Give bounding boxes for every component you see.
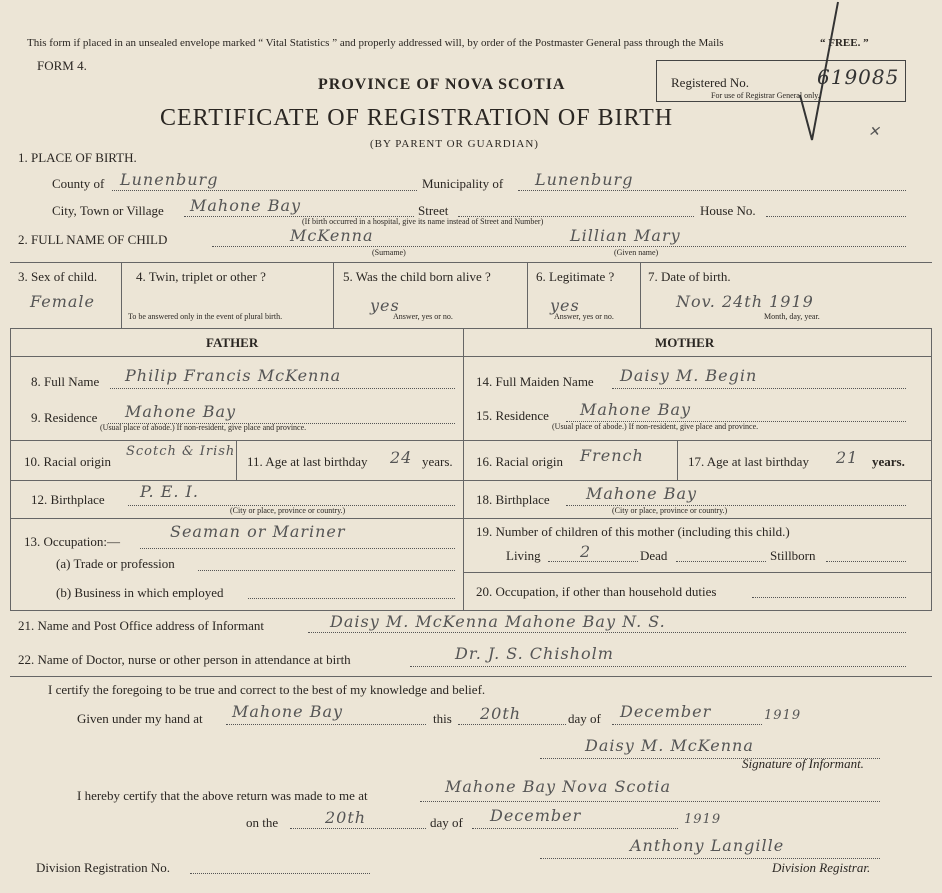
father-birthplace-value: P. E. I. <box>140 482 199 501</box>
hospital-note: (If birth occurred in a hospital, give its name instead of Street and Number) <box>302 217 544 226</box>
sex-value: Female <box>30 292 95 311</box>
date-note: Month, day, year. <box>764 312 820 321</box>
informant-signature-caption: Signature of Informant. <box>742 756 864 771</box>
registrar-signature: Anthony Langille <box>630 836 785 855</box>
date-value: Nov. 24th 1919 <box>676 292 814 311</box>
page-title: CERTIFICATE OF REGISTRATION OF BIRTH <box>160 105 674 131</box>
on-day-of-label: day of <box>430 815 463 830</box>
informant-label: 21. Name and Post Office address of Informant <box>18 618 264 633</box>
on-the-label: on the <box>246 815 279 830</box>
mother-age-label: 17. Age at last birthday <box>688 454 809 469</box>
father-heading: FATHER <box>206 335 259 350</box>
given-place-value: Mahone Bay <box>232 702 344 721</box>
surname-caption: (Surname) <box>372 248 406 257</box>
mailing-notice: This form if placed in an unsealed envelope marked “ Vital Statistics ” and properly addressed will, by order of the Postmaster General pass through the Mails <box>27 37 724 49</box>
child-given-value: Lillian Mary <box>570 226 681 245</box>
province-heading: PROVINCE OF NOVA SCOTIA <box>318 76 566 93</box>
mother-maiden-label: 14. Full Maiden Name <box>476 374 594 389</box>
registrar-caption: Division Registrar. <box>772 860 871 875</box>
on-month-value: December <box>490 806 582 825</box>
father-name-value: Philip Francis McKenna <box>125 366 342 385</box>
father-residence-label: 9. Residence <box>31 410 98 425</box>
alive-value: yes <box>370 296 400 315</box>
twin-label: 4. Twin, triplet or other ? <box>136 269 266 284</box>
father-birthplace-note: (City or place, province or country.) <box>230 506 346 515</box>
mother-birthplace-note: (City or place, province or country.) <box>612 506 728 515</box>
on-day-value: 20th <box>325 808 367 827</box>
doctor-label: 22. Name of Doctor, nurse or other person in attendance at birth <box>18 652 351 667</box>
on-year-value: 1919 <box>684 812 722 827</box>
dead-label: Dead <box>640 548 668 563</box>
father-racial-value: Scotch & Irish <box>126 444 236 459</box>
father-birthplace-label: 12. Birthplace <box>31 492 105 507</box>
certify-statement: I certify the foregoing to be true and correct to the best of my knowledge and belief. <box>48 682 486 697</box>
registrar-note: For use of Registrar General only. <box>711 91 820 100</box>
free-label: “ FREE. ” <box>820 37 869 49</box>
mother-residence-label: 15. Residence <box>476 408 549 423</box>
street-label: Street <box>418 203 449 218</box>
mother-racial-value: French <box>580 446 644 465</box>
father-occupation-value: Seaman or Mariner <box>170 522 346 541</box>
business-label: (b) Business in which employed <box>56 585 224 600</box>
given-day-value: 20th <box>480 704 522 723</box>
legitimate-label: 6. Legitimate ? <box>536 269 615 284</box>
living-value: 2 <box>580 542 592 561</box>
living-label: Living <box>506 548 541 563</box>
municipality-value: Lunenburg <box>535 170 634 189</box>
margin-mark: ✕ <box>868 124 881 140</box>
informant-value: Daisy M. McKenna Mahone Bay N. S. <box>330 612 666 631</box>
father-name-label: 8. Full Name <box>31 374 100 389</box>
mother-birthplace-label: 18. Birthplace <box>476 492 550 507</box>
doctor-value: Dr. J. S. Chisholm <box>455 644 614 663</box>
mother-heading: MOTHER <box>655 335 715 350</box>
alive-note: Answer, yes or no. <box>393 312 453 321</box>
division-registration-label: Division Registration No. <box>36 860 170 875</box>
day-of-label: day of <box>568 711 601 726</box>
alive-label: 5. Was the child born alive ? <box>343 269 491 284</box>
stillborn-label: Stillborn <box>770 548 816 563</box>
children-count-label: 19. Number of children of this mother (including this child.) <box>476 524 790 539</box>
legitimate-value: yes <box>550 296 580 315</box>
sex-label: 3. Sex of child. <box>18 269 98 284</box>
registered-label: Registered No. <box>671 75 749 90</box>
house-label: House No. <box>700 203 756 218</box>
check-mark-icon <box>790 0 850 150</box>
father-age-value: 24 <box>390 448 413 467</box>
given-year-value: 1919 <box>764 708 802 723</box>
registered-box <box>656 60 906 102</box>
legitimate-note: Answer, yes or no. <box>554 312 614 321</box>
mother-occupation-label: 20. Occupation, if other than household duties <box>476 584 717 599</box>
municipality-label: Municipality of <box>422 176 504 191</box>
mother-maiden-value: Daisy M. Begin <box>620 366 758 385</box>
return-label: I hereby certify that the above return was made to me at <box>77 788 368 803</box>
city-value: Mahone Bay <box>190 196 302 215</box>
county-label: County of <box>52 176 105 191</box>
place-section-label: 1. PLACE OF BIRTH. <box>18 150 137 165</box>
given-caption: (Given name) <box>614 248 659 257</box>
return-place-value: Mahone Bay Nova Scotia <box>445 777 672 796</box>
registered-number: 619085 <box>817 65 900 89</box>
father-residence-note: (Usual place of abode.) If non-resident, give place and province. <box>100 423 307 432</box>
city-label: City, Town or Village <box>52 203 164 218</box>
mother-years: years. <box>872 454 905 469</box>
this-label: this <box>433 711 452 726</box>
father-years: years. <box>422 454 453 469</box>
father-residence-value: Mahone Bay <box>125 402 237 421</box>
county-value: Lunenburg <box>120 170 219 189</box>
twin-note: To be answered only in the event of plural birth. <box>128 312 283 321</box>
given-under-label: Given under my hand at <box>77 711 203 726</box>
father-age-label: 11. Age at last birthday <box>247 454 368 469</box>
date-label: 7. Date of birth. <box>648 269 731 284</box>
child-name-label: 2. FULL NAME OF CHILD <box>18 232 168 247</box>
father-occupation-label: 13. Occupation:— <box>24 534 121 549</box>
mother-racial-label: 16. Racial origin <box>476 454 564 469</box>
mother-residence-value: Mahone Bay <box>580 400 692 419</box>
child-surname-value: McKenna <box>290 226 374 245</box>
page-subtitle: (BY PARENT OR GUARDIAN) <box>370 138 539 150</box>
father-racial-label: 10. Racial origin <box>24 454 112 469</box>
trade-label: (a) Trade or profession <box>56 556 175 571</box>
mother-birthplace-value: Mahone Bay <box>586 484 698 503</box>
form-number: FORM 4. <box>37 58 87 73</box>
informant-signature: Daisy M. McKenna <box>585 736 754 755</box>
mother-age-value: 21 <box>836 448 859 467</box>
mother-residence-note: (Usual place of abode.) If non-resident, give place and province. <box>552 422 759 431</box>
given-month-value: December <box>620 702 712 721</box>
